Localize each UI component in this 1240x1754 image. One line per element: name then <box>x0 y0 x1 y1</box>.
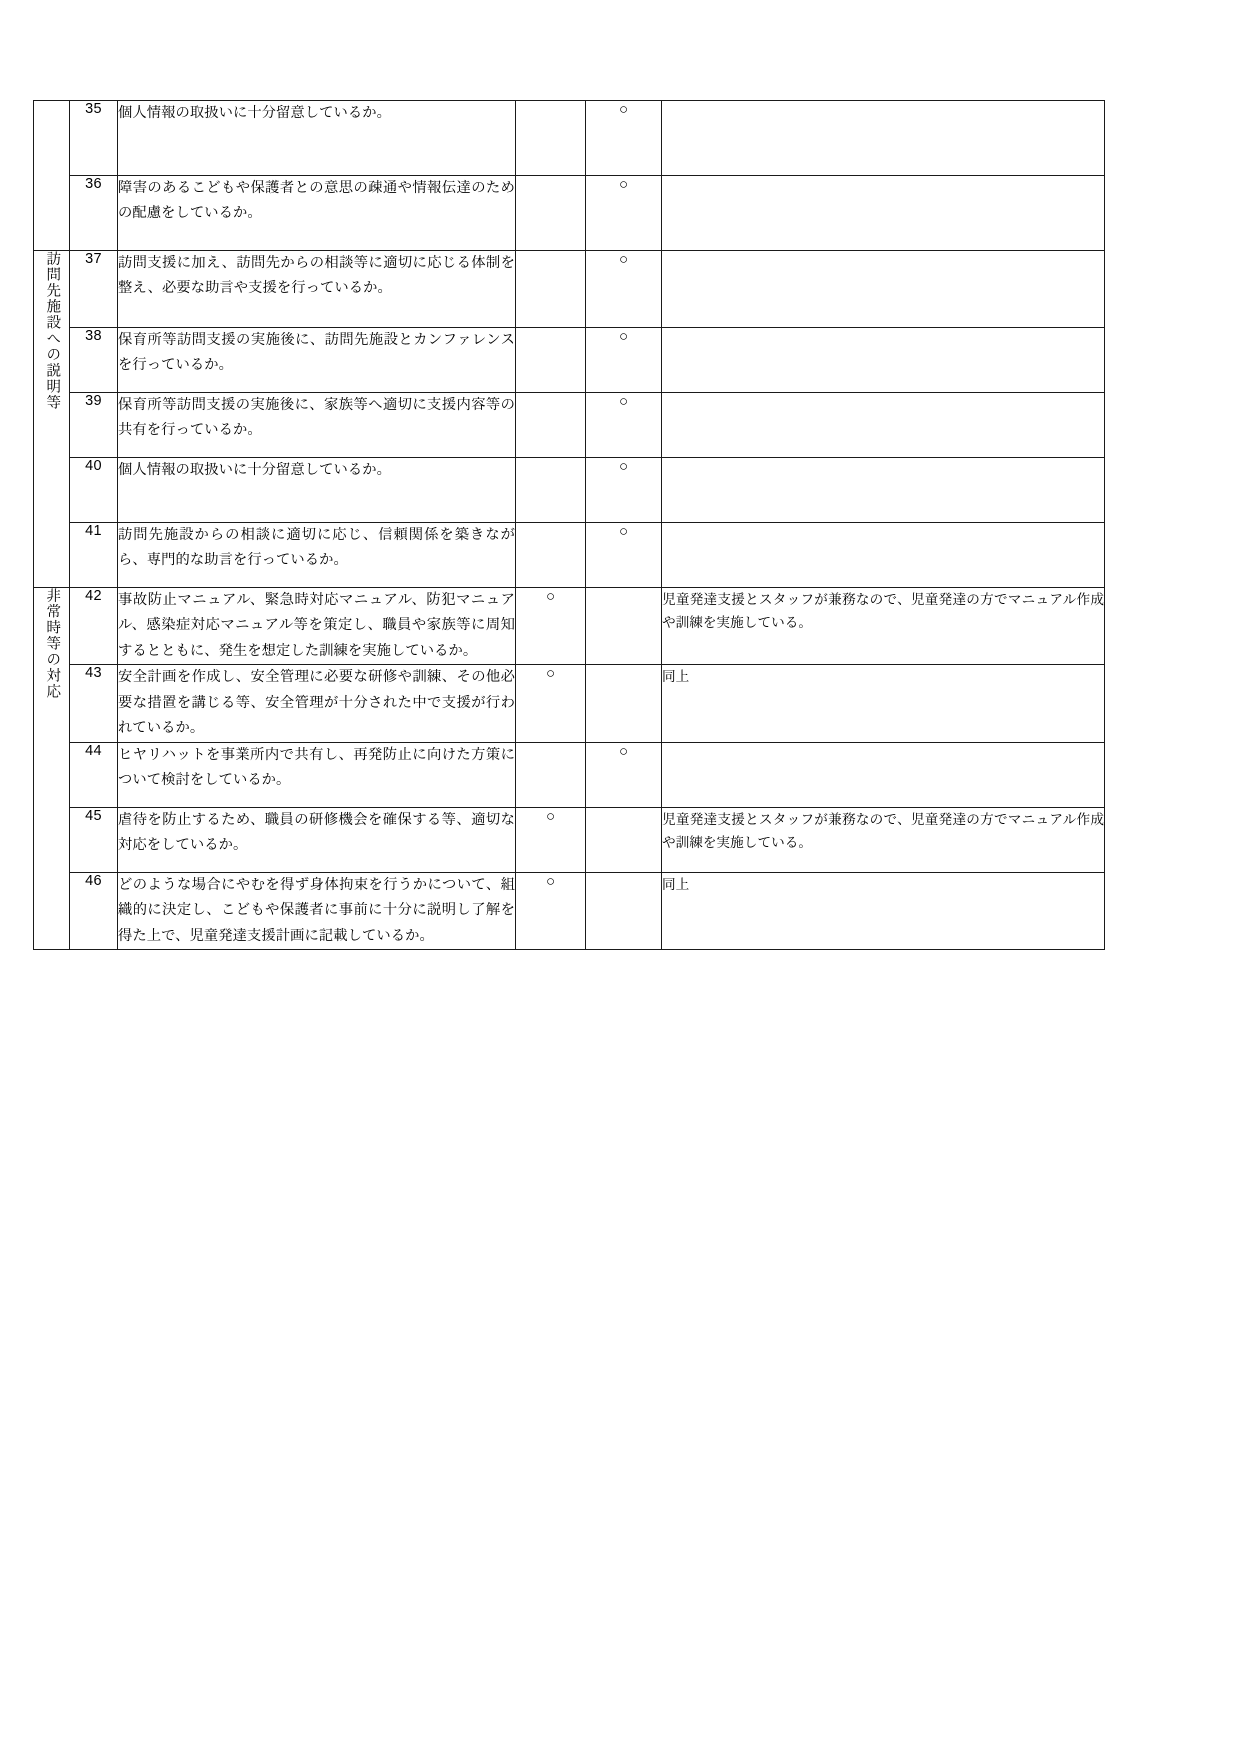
check-cell-a[interactable] <box>516 251 586 328</box>
remarks-cell[interactable] <box>662 807 1105 872</box>
check-cell-a[interactable] <box>516 742 586 807</box>
question-cell <box>118 458 516 523</box>
table-row <box>34 176 1105 251</box>
remarks-cell[interactable] <box>662 872 1105 949</box>
row-number: 38 <box>70 328 118 393</box>
check-mark-a: ○ <box>545 588 556 605</box>
table-row <box>34 251 1105 328</box>
check-cell-b[interactable] <box>586 393 662 458</box>
remarks-text: 児童発達支援とスタッフが兼務なので、児童発達の方でマニュアル作成や訓練を実施している。 <box>662 811 1104 850</box>
check-cell-b[interactable] <box>586 872 662 949</box>
table-body <box>34 101 1105 950</box>
check-cell-b[interactable] <box>586 523 662 588</box>
question-cell <box>118 393 516 458</box>
row-number: 41 <box>70 523 118 588</box>
question-cell <box>118 872 516 949</box>
table-row <box>34 742 1105 807</box>
question-cell <box>118 807 516 872</box>
table-row <box>34 872 1105 949</box>
remarks-cell[interactable] <box>662 665 1105 742</box>
row-number: 43 <box>70 665 118 742</box>
question-cell <box>118 742 516 807</box>
question-text: 個人情報の取扱いに十分留意しているか。 <box>118 462 391 478</box>
check-cell-b[interactable] <box>586 328 662 393</box>
question-text: 訪問支援に加え、訪問先からの相談等に適切に応じる体制を整え、必要な助言や支援を行っているか。 <box>118 255 515 297</box>
question-cell <box>118 101 516 176</box>
remarks-cell[interactable] <box>662 742 1105 807</box>
question-cell <box>118 328 516 393</box>
question-cell <box>118 251 516 328</box>
category-label: 非常時等の対応 <box>44 588 61 700</box>
check-cell-b[interactable] <box>586 101 662 176</box>
question-text: 事故防止マニュアル、緊急時対応マニュアル、防犯マニュアル、感染症対応マニュアル等を策定し、職員や家族等に周知するとともに、発生を想定した訓練を実施しているか。 <box>118 592 515 659</box>
row-number: 45 <box>70 807 118 872</box>
row-number: 42 <box>70 588 118 665</box>
table-row <box>34 665 1105 742</box>
check-cell-a[interactable] <box>516 872 586 949</box>
table-row <box>34 588 1105 665</box>
check-cell-a[interactable] <box>516 458 586 523</box>
check-mark-b: ○ <box>618 101 629 118</box>
row-number: 39 <box>70 393 118 458</box>
check-mark-a: ○ <box>545 872 556 890</box>
remarks-cell[interactable] <box>662 101 1105 176</box>
category-cell-emergency-response <box>34 588 70 950</box>
remarks-text: 同上 <box>662 669 690 685</box>
table-row <box>34 523 1105 588</box>
row-number: 36 <box>70 176 118 251</box>
check-cell-a[interactable] <box>516 176 586 251</box>
check-mark-b: ○ <box>618 523 629 540</box>
row-number: 37 <box>70 251 118 328</box>
question-text: 虐待を防止するため、職員の研修機会を確保する等、適切な対応をしているか。 <box>118 811 515 854</box>
table-row <box>34 807 1105 872</box>
check-mark-a: ○ <box>545 807 556 825</box>
self-assessment-table <box>33 100 1105 950</box>
check-cell-a[interactable] <box>516 393 586 458</box>
remarks-text: 同上 <box>662 876 690 892</box>
check-mark-b: ○ <box>618 393 629 410</box>
question-cell <box>118 523 516 588</box>
check-cell-b[interactable] <box>586 665 662 742</box>
row-number: 40 <box>70 458 118 523</box>
check-cell-a[interactable] <box>516 523 586 588</box>
table-row <box>34 101 1105 176</box>
category-label: 訪問先施設への説明等 <box>44 251 61 411</box>
check-mark-b: ○ <box>618 742 629 760</box>
remarks-cell[interactable] <box>662 588 1105 665</box>
check-cell-b[interactable] <box>586 742 662 807</box>
table-row <box>34 328 1105 393</box>
remarks-cell[interactable] <box>662 458 1105 523</box>
table-row <box>34 393 1105 458</box>
question-text: 安全計画を作成し、安全管理に必要な研修や訓練、その他必要な措置を講じる等、安全管理が十分された中で支援が行われているか。 <box>118 669 515 737</box>
remarks-cell[interactable] <box>662 328 1105 393</box>
check-cell-a[interactable] <box>516 588 586 665</box>
row-number: 44 <box>70 742 118 807</box>
check-mark-a: ○ <box>545 665 556 683</box>
row-number: 35 <box>70 101 118 176</box>
check-cell-b[interactable] <box>586 807 662 872</box>
check-cell-a[interactable] <box>516 101 586 176</box>
check-cell-a[interactable] <box>516 328 586 393</box>
row-number: 46 <box>70 872 118 949</box>
remarks-cell[interactable] <box>662 393 1105 458</box>
remarks-cell[interactable] <box>662 251 1105 328</box>
question-text: 障害のあるこどもや保護者との意思の疎通や情報伝達のための配慮をしているか。 <box>118 180 515 222</box>
question-text: ヒヤリハットを事業所内で共有し、再発防止に向けた方策について検討をしているか。 <box>118 746 515 789</box>
check-cell-b[interactable] <box>586 176 662 251</box>
remarks-text: 児童発達支援とスタッフが兼務なので、児童発達の方でマニュアル作成や訓練を実施している。 <box>662 592 1104 631</box>
question-text: 訪問先施設からの相談に適切に応じ、信頼関係を築きながら、専門的な助言を行っているか。 <box>118 527 515 569</box>
table-row <box>34 458 1105 523</box>
question-cell <box>118 588 516 665</box>
check-cell-b[interactable] <box>586 458 662 523</box>
question-text: どのような場合にやむを得ず身体拘束を行うかについて、組織的に決定し、こどもや保護者に事前に十分に説明し了解を得た上で、児童発達支援計画に記載しているか。 <box>118 876 515 944</box>
remarks-cell[interactable] <box>662 523 1105 588</box>
question-text: 保育所等訪問支援の実施後に、家族等へ適切に支援内容等の共有を行っているか。 <box>118 397 515 439</box>
question-cell <box>118 176 516 251</box>
check-cell-a[interactable] <box>516 665 586 742</box>
check-cell-b[interactable] <box>586 588 662 665</box>
category-cell <box>34 101 70 251</box>
question-text: 個人情報の取扱いに十分留意しているか。 <box>118 105 391 121</box>
check-cell-b[interactable] <box>586 251 662 328</box>
remarks-cell[interactable] <box>662 176 1105 251</box>
category-cell-visit-facility <box>34 251 70 588</box>
check-mark-b: ○ <box>618 328 629 345</box>
check-mark-b: ○ <box>618 176 629 193</box>
check-mark-b: ○ <box>618 458 629 475</box>
question-cell <box>118 665 516 742</box>
check-mark-b: ○ <box>618 251 629 268</box>
question-text: 保育所等訪問支援の実施後に、訪問先施設とカンファレンスを行っているか。 <box>118 332 515 374</box>
check-cell-a[interactable] <box>516 807 586 872</box>
